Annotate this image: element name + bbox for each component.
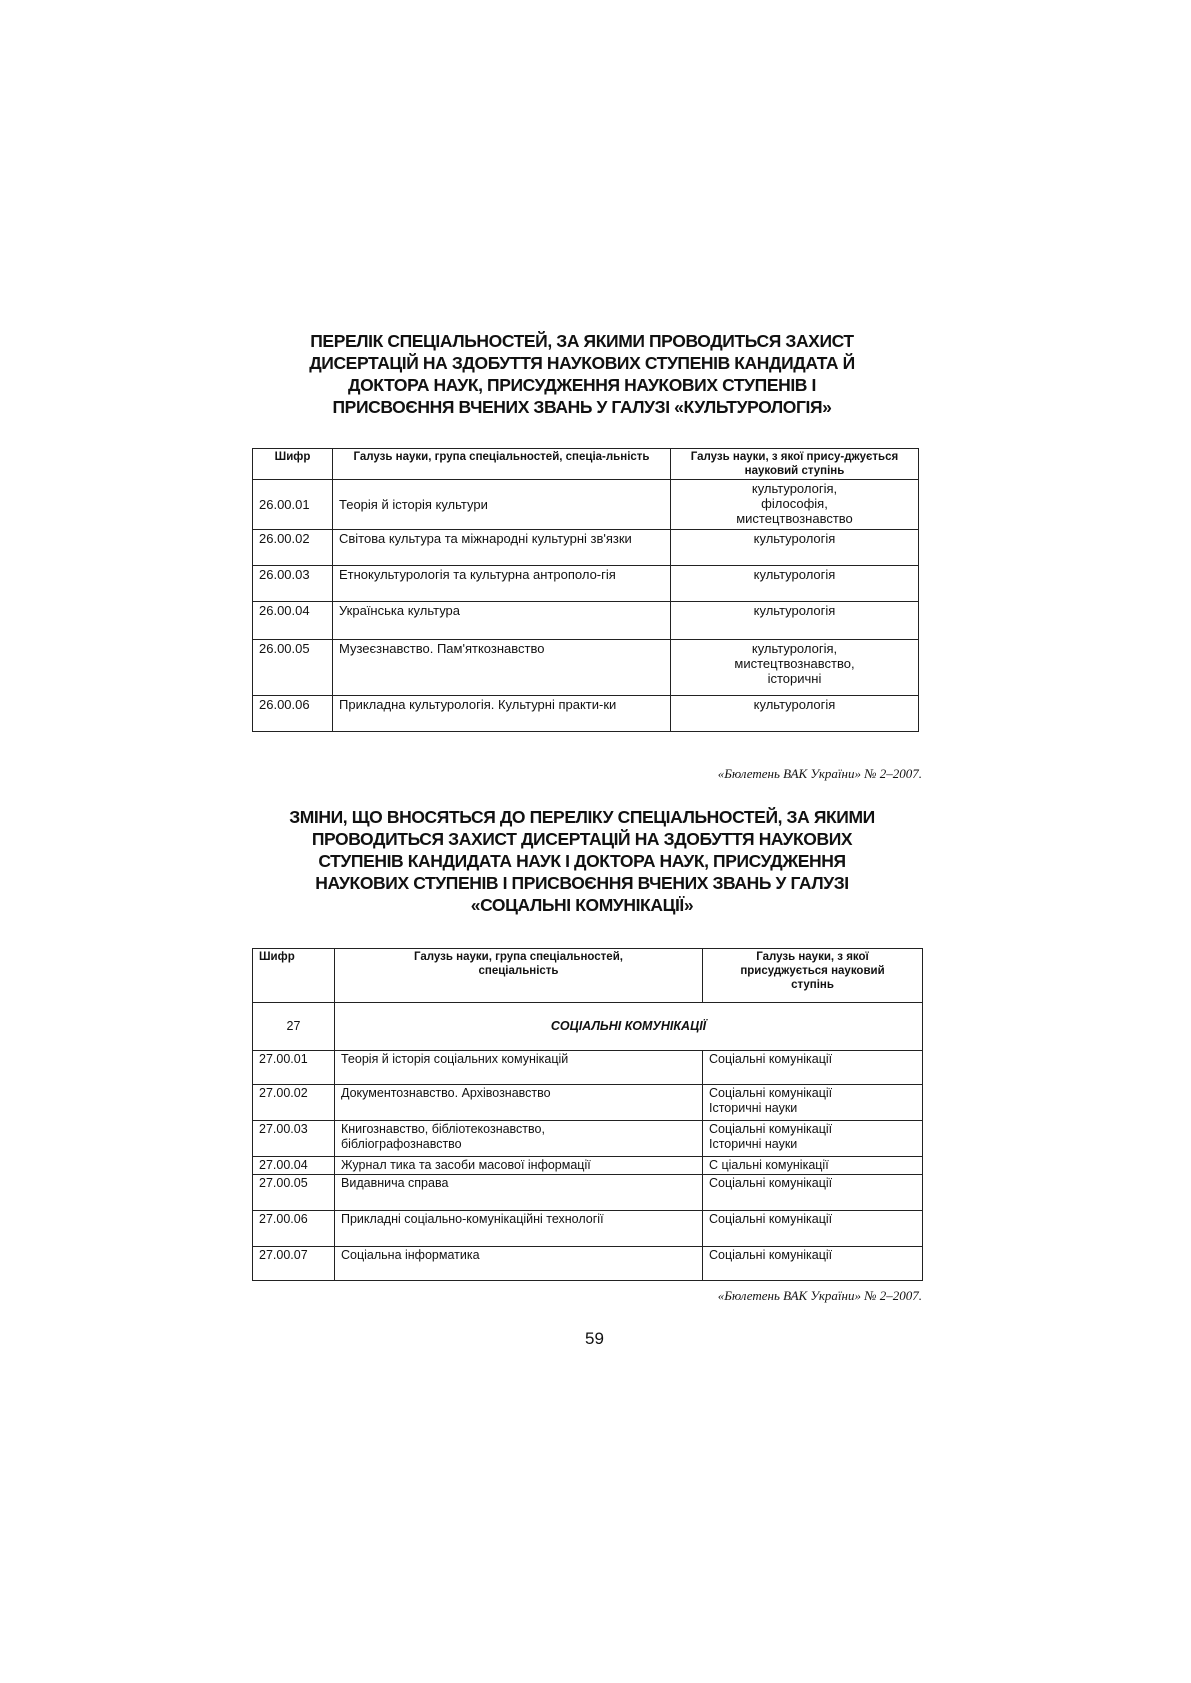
group-name: СОЦІАЛЬНІ КОМУНІКАЦІЇ [335,1003,923,1051]
title-line: ПЕРЕЛІК СПЕЦІАЛЬНОСТЕЙ, ЗА ЯКИМИ ПРОВОДИТЬСЯ ЗАХИСТ [310,331,854,351]
row-code: 27.00.04 [253,1157,335,1175]
source-citation: «Бюлетень ВАК України» № 2–2007. [717,1288,922,1303]
title-line: ПРОВОДИТЬСЯ ЗАХИСТ ДИСЕРТАЦІЙ НА ЗДОБУТТЯ НАУКОВИХ [311,829,853,849]
table-row [253,1211,923,1247]
row-specialty: Прикладна культурологія. Культурні практи-ки [333,696,671,732]
title-line: ДИСЕРТАЦІЙ НА ЗДОБУТТЯ НАУКОВИХ СТУПЕНІВ КАНДИДАТА Й [309,353,855,373]
table-header-row [253,949,923,1003]
row-degree: культурологія [671,530,919,566]
row-code: 26.00.06 [253,696,333,732]
row-specialty: Музеєзнавство. Пам'яткознавство [333,640,671,696]
row-code: 26.00.04 [253,602,333,640]
header-degree: Галузь науки, з якої присуджується науковий ступінь [703,949,923,1003]
row-specialty: Теорія й історія соціальних комунікацій [335,1051,703,1085]
row-specialty: Соціальна інформатика [335,1247,703,1281]
header-specialty: Галузь науки, група спеціальностей, спеціальність [335,949,703,1003]
row-specialty: Світова культура та міжнародні культурні зв'язки [333,530,671,566]
title-line: ЗМІНИ, ЩО ВНОСЯТЬСЯ ДО ПЕРЕЛІКУ СПЕЦІАЛЬНОСТЕЙ, ЗА ЯКИМИ [289,807,875,827]
group-row [253,1003,923,1051]
row-specialty: Документознавство. Архівознавство [335,1085,703,1121]
row-degree: С ціальні комунікації [703,1157,923,1175]
title-line: СТУПЕНІВ КАНДИДАТА НАУК І ДОКТОРА НАУК, ПРИСУДЖЕННЯ [318,851,846,871]
row-code: 27.00.02 [253,1085,335,1121]
culturology-specialties-table [252,448,919,732]
row-specialty: Прикладні соціально-комунікаційні технології [335,1211,703,1247]
row-code: 26.00.05 [253,640,333,696]
title-line: «СОЦАЛЬНІ КОМУНІКАЦІЇ» [470,895,694,915]
row-specialty: Книгознавство, бібліотекознавство, бібліографознавство [335,1121,703,1157]
row-degree: культурологія, філософія, мистецтвознавство [671,480,919,530]
row-code: 26.00.03 [253,566,333,602]
header-code: Шифр [253,449,333,480]
row-specialty: Видавнича справа [335,1175,703,1211]
table-row [253,640,919,696]
table-row [253,602,919,640]
row-degree: Соціальні комунікації [703,1211,923,1247]
row-specialty: Журнал тика та засоби масової інформації [335,1157,703,1175]
table-row [253,566,919,602]
row-code: 26.00.02 [253,530,333,566]
table-row [253,1157,923,1175]
table-row [253,530,919,566]
table-row [253,1247,923,1281]
header-code: Шифр [253,949,335,1003]
row-code: 27.00.06 [253,1211,335,1247]
social-communications-table [252,948,923,1281]
row-degree: культурологія [671,602,919,640]
table-row [253,696,919,732]
row-specialty: Етнокультурологія та культурна антрополо-гія [333,566,671,602]
row-code: 27.00.05 [253,1175,335,1211]
table-row [253,1121,923,1157]
table-header-row [253,449,919,480]
table-row [253,1085,923,1121]
title-line: НАУКОВИХ СТУПЕНІВ І ПРИСВОЄННЯ ВЧЕНИХ ЗВАНЬ У ГАЛУЗІ [315,873,849,893]
row-degree: Соціальні комунікації [703,1247,923,1281]
row-degree: культурологія [671,696,919,732]
row-degree: Соціальні комунікації [703,1051,923,1085]
header-specialty: Галузь науки, група спеціальностей, спеціа-льність [333,449,671,480]
page-number: 59 [585,1329,604,1348]
header-degree: Галузь науки, з якої прису-джується науковий ступінь [671,449,919,480]
source-citation: «Бюлетень ВАК України» № 2–2007. [717,766,922,781]
row-degree: культурологія [671,566,919,602]
section2-title [242,806,922,916]
row-code: 27.00.01 [253,1051,335,1085]
page-content [252,330,922,1303]
title-line: ДОКТОРА НАУК, ПРИСУДЖЕННЯ НАУКОВИХ СТУПЕНІВ І [348,375,816,395]
row-code: 26.00.01 [253,480,333,530]
title-line: ПРИСВОЄННЯ ВЧЕНИХ ЗВАНЬ У ГАЛУЗІ «КУЛЬТУРОЛОГІЯ» [332,397,832,417]
row-code: 27.00.03 [253,1121,335,1157]
row-degree: Соціальні комунікації Історичні науки [703,1085,923,1121]
row-code: 27.00.07 [253,1247,335,1281]
row-degree: Соціальні комунікації Історичні науки [703,1121,923,1157]
group-code: 27 [253,1003,335,1051]
table-row [253,480,919,530]
section1-title [272,330,892,418]
table-row [253,1051,923,1085]
table-row [253,1175,923,1211]
row-specialty: Українська культура [333,602,671,640]
row-specialty: Теорія й історія культури [333,480,671,530]
row-degree: Соціальні комунікації [703,1175,923,1211]
row-degree: культурологія, мистецтвознавство, історичні [671,640,919,696]
